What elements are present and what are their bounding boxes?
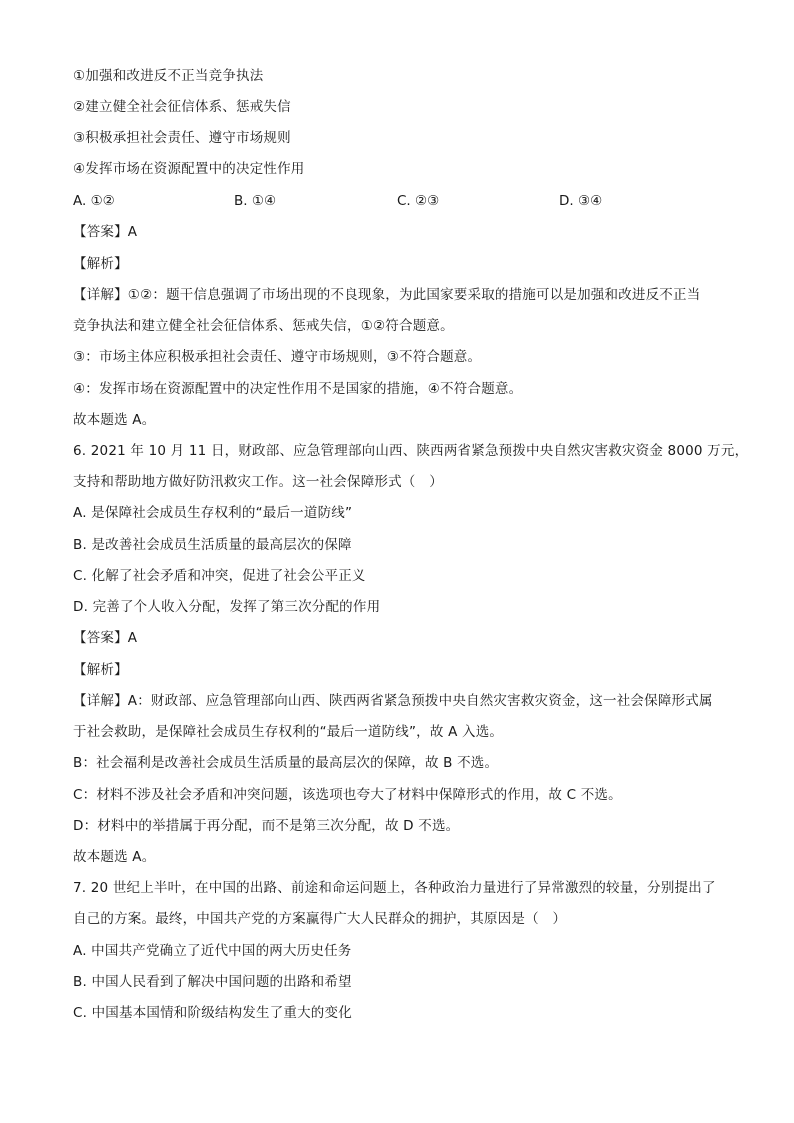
q5-option-b: B. ①④ [234, 193, 277, 209]
q7-option-b: B. 中国人民看到了解决中国问题的出路和希望 [73, 974, 352, 990]
q6-detail-6: 故本题选 A。 [73, 849, 156, 865]
q5-option-a: A. ①② [73, 193, 115, 209]
q7-option-a: A. 中国共产党确立了近代中国的两大历史任务 [73, 943, 352, 959]
q5-detail-4: ④：发挥市场在资源配置中的决定性作用不是国家的措施，④不符合题意。 [73, 381, 523, 397]
q5-item-3: ③积极承担社会责任、遵守市场规则 [73, 130, 291, 146]
q6-option-a: A. 是保障社会成员生存权利的“最后一道防线” [73, 505, 353, 521]
q6-option-d: D. 完善了个人收入分配，发挥了第三次分配的作用 [73, 599, 381, 615]
q6-answer: 【答案】A [73, 630, 138, 646]
q5-detail-3: ③：市场主体应积极承担社会责任、遵守市场规则，③不符合题意。 [73, 349, 482, 365]
q6-stem-1: 6. 2021 年 10 月 11 日，财政部、应急管理部向山西、陕西两省紧急预拨中央自然灾害救灾资金 8000 万元， [73, 443, 749, 459]
q5-detail-2: 竞争执法和建立健全社会征信体系、惩戒失信，①②符合题意。 [73, 318, 454, 334]
q6-detail-1: 【详解】A：财政部、应急管理部向山西、陕西两省紧急预拨中央自然灾害救灾资金，这一社会保障形式属 [73, 693, 713, 709]
q7-stem-2: 自己的方案。最终，中国共产党的方案赢得广大人民群众的拥护，其原因是（ ） [73, 911, 567, 927]
q6-detail-4: C：材料不涉及社会矛盾和冲突问题，该选项也夸大了材料中保障形式的作用，故 C 不选。 [73, 787, 622, 803]
q6-detail-3: B：社会福利是改善社会成员生活质量的最高层次的保障，故 B 不选。 [73, 755, 499, 771]
q6-analysis-label: 【解析】 [73, 662, 128, 678]
q5-option-c: C. ②③ [397, 193, 440, 209]
q5-item-1: ①加强和改进反不正当竞争执法 [73, 68, 264, 84]
q6-detail-5: D：材料中的举措属于再分配，而不是第三次分配，故 D 不选。 [73, 818, 460, 834]
q5-item-4: ④发挥市场在资源配置中的决定性作用 [73, 161, 305, 177]
q6-detail-2: 于社会救助，是保障社会成员生存权利的“最后一道防线”，故 A 入选。 [73, 724, 504, 740]
q6-option-b: B. 是改善社会成员生活质量的最高层次的保障 [73, 537, 352, 553]
q7-stem-1: 7. 20 世纪上半叶，在中国的出路、前途和命运问题上，各种政治力量进行了异常激烈的较量，分别提出了 [73, 880, 716, 896]
q5-answer: 【答案】A [73, 224, 138, 240]
q5-detail-1: 【详解】①②：题干信息强调了市场出现的不良现象，为此国家要采取的措施可以是加强和改进反不正当 [73, 287, 701, 303]
q5-analysis-label: 【解析】 [73, 256, 128, 272]
q5-item-2: ②建立健全社会征信体系、惩戒失信 [73, 99, 291, 115]
q5-option-d: D. ③④ [559, 193, 603, 209]
q7-option-c: C. 中国基本国情和阶级结构发生了重大的变化 [73, 1005, 352, 1021]
q6-stem-2: 支持和帮助地方做好防汛救灾工作。这一社会保障形式（ ） [73, 474, 443, 490]
q6-option-c: C. 化解了社会矛盾和冲突，促进了社会公平正义 [73, 568, 366, 584]
q5-detail-5: 故本题选 A。 [73, 412, 156, 428]
